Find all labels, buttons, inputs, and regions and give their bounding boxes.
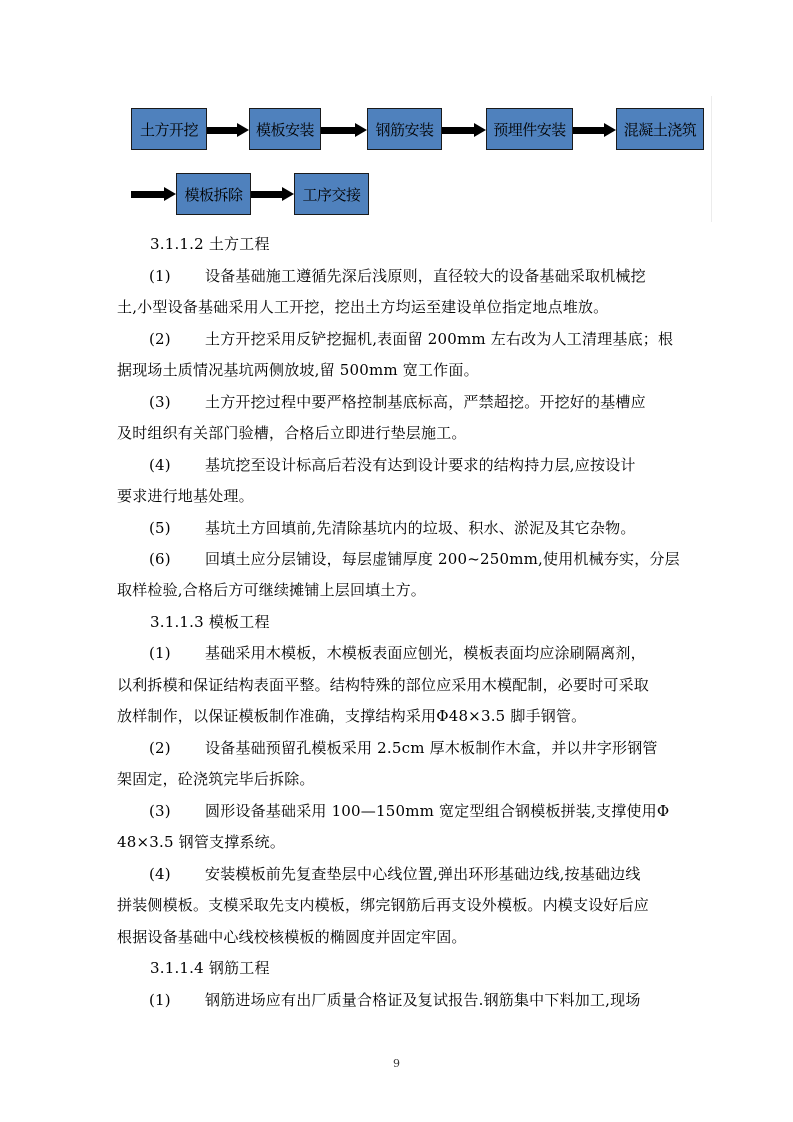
paragraph-text: 架固定，砼浇筑完毕后拆除。 xyxy=(117,770,315,788)
arrow-right-icon xyxy=(321,124,367,136)
paragraph-line xyxy=(149,738,658,758)
item-number: (1) xyxy=(149,991,171,1009)
item-number: (2) xyxy=(149,330,171,348)
item-number: (3) xyxy=(149,802,171,820)
paragraph-line xyxy=(149,266,646,286)
paragraph-text: 取样检验,合格后方可继续摊铺上层回填土方。 xyxy=(117,581,426,599)
paragraph-text: 以利拆模和保证结构表面平整。结构特殊的部位应采用木模配制，必要时可采取 xyxy=(117,676,650,694)
paragraph-line xyxy=(117,297,608,317)
flow-step-label: 混凝土浇筑 xyxy=(623,120,697,139)
paragraph-text: 设备基础施工遵循先深后浅原则，直径较大的设备基础采取机械挖 xyxy=(205,267,646,285)
paragraph-line xyxy=(117,832,285,852)
paragraph-line xyxy=(117,675,649,695)
item-number: (5) xyxy=(149,519,171,537)
item-number: (2) xyxy=(149,739,171,757)
item-number: (1) xyxy=(149,267,171,285)
item-number: (4) xyxy=(149,456,171,474)
flow-step-embedded-parts xyxy=(486,108,573,150)
paragraph-text: 土方开挖过程中要严格控制基底标高，严禁超挖。开挖好的基槽应 xyxy=(205,393,646,411)
paragraph-text: 土,小型设备基础采用人工开挖，挖出土方均运至建设单位指定地点堆放。 xyxy=(117,298,609,316)
paragraph-text: 基坑挖至设计标高后若没有达到设计要求的结构持力层,应按设计 xyxy=(205,456,636,474)
flow-step-label: 模板安装 xyxy=(255,120,314,139)
paragraph-text: 设备基础预留孔模板采用 2.5cm 厚木板制作木盒，并以井字形钢管 xyxy=(205,739,658,757)
flow-step-label: 工序交接 xyxy=(302,185,361,204)
paragraph-line xyxy=(117,706,586,726)
flow-step-label: 模板拆除 xyxy=(184,185,243,204)
paragraph-text: 基坑土方回填前,先清除基坑内的垃圾、积水、淤泥及其它杂物。 xyxy=(205,519,636,537)
paragraph-text: 拼装侧模板。支模采取先支内模板，绑完钢筋后再支设外模板。内模支设好后应 xyxy=(117,896,650,914)
arrow-right-icon xyxy=(131,188,176,200)
item-number: (1) xyxy=(149,644,171,662)
paragraph-line xyxy=(117,769,315,789)
paragraph-text: 土方开挖采用反铲挖掘机,表面留 200mm 左右改为人工清理基底；根 xyxy=(205,330,674,348)
flow-step-label: 钢筋安装 xyxy=(375,120,434,139)
construction-flowchart xyxy=(0,0,793,230)
flow-step-handover xyxy=(294,173,369,215)
heading-text: 3.1.1.2 土方工程 xyxy=(150,235,270,253)
heading-text: 3.1.1.4 钢筋工程 xyxy=(150,959,270,977)
section-heading xyxy=(150,958,270,978)
paragraph-text: 安装模板前先复查垫层中心线位置,弹出环形基础边线,按基础边线 xyxy=(205,865,641,883)
paragraph-text: 基础采用木模板，木模板表面应刨光，模板表面均应涂刷隔离剂， xyxy=(205,644,646,662)
paragraph-text: 要求进行地基处理。 xyxy=(117,487,254,505)
flow-step-rebar-install xyxy=(367,108,442,150)
section-heading xyxy=(150,612,270,632)
paragraph-line xyxy=(117,486,254,506)
paragraph-line xyxy=(149,549,680,569)
flow-step-formwork-removal xyxy=(176,173,251,215)
paragraph-text: 钢筋进场应有出厂质量合格证及复试报告.钢筋集中下料加工,现场 xyxy=(205,991,641,1009)
paragraph-text: 48×3.5 钢管支撑系统。 xyxy=(117,833,286,851)
flow-step-label: 土方开挖 xyxy=(139,120,198,139)
paragraph-text: 根据设备基础中心线校核模板的椭圆度并固定牢固。 xyxy=(117,928,467,946)
paragraph-line xyxy=(149,643,646,663)
item-number: (6) xyxy=(149,550,171,568)
flow-step-concrete-pour xyxy=(616,108,704,150)
item-number: (4) xyxy=(149,865,171,883)
item-number: (3) xyxy=(149,393,171,411)
arrow-right-icon xyxy=(442,124,486,136)
arrow-right-icon xyxy=(573,124,616,136)
paragraph-line xyxy=(117,360,479,380)
section-heading xyxy=(150,234,270,254)
paragraph-text: 圆形设备基础采用 100—150mm 宽定型组合钢模板拼装,支撑使用Φ xyxy=(205,802,670,820)
paragraph-line xyxy=(117,580,426,600)
divider-line xyxy=(711,96,712,222)
arrow-right-icon xyxy=(251,188,294,200)
paragraph-line xyxy=(149,801,669,821)
paragraph-text: 放样制作，以保证模板制作准确，支撑结构采用Φ48×3.5 脚手钢管。 xyxy=(117,707,587,725)
page-number: 9 xyxy=(393,1057,400,1070)
paragraph-line xyxy=(149,864,641,884)
paragraph-text: 据现场土质情况基坑两侧放坡,留 500mm 宽工作面。 xyxy=(117,361,479,379)
paragraph-line xyxy=(149,518,636,538)
paragraph-text: 及时组织有关部门验槽，合格后立即进行垫层施工。 xyxy=(117,424,467,442)
paragraph-line xyxy=(117,423,467,443)
paragraph-line xyxy=(149,392,646,412)
arrow-right-icon xyxy=(207,124,249,136)
paragraph-line xyxy=(149,455,636,475)
flow-step-earthwork xyxy=(131,108,207,150)
paragraph-line xyxy=(117,927,467,947)
heading-text: 3.1.1.3 模板工程 xyxy=(150,613,270,631)
paragraph-text: 回填土应分层铺设，每层虚铺厚度 200~250mm,使用机械夯实，分层 xyxy=(205,550,680,568)
paragraph-line xyxy=(149,329,673,349)
paragraph-line xyxy=(117,895,649,915)
flow-step-formwork-install xyxy=(249,108,321,150)
paragraph-line xyxy=(149,990,641,1010)
flow-step-label: 预埋件安装 xyxy=(493,120,566,139)
